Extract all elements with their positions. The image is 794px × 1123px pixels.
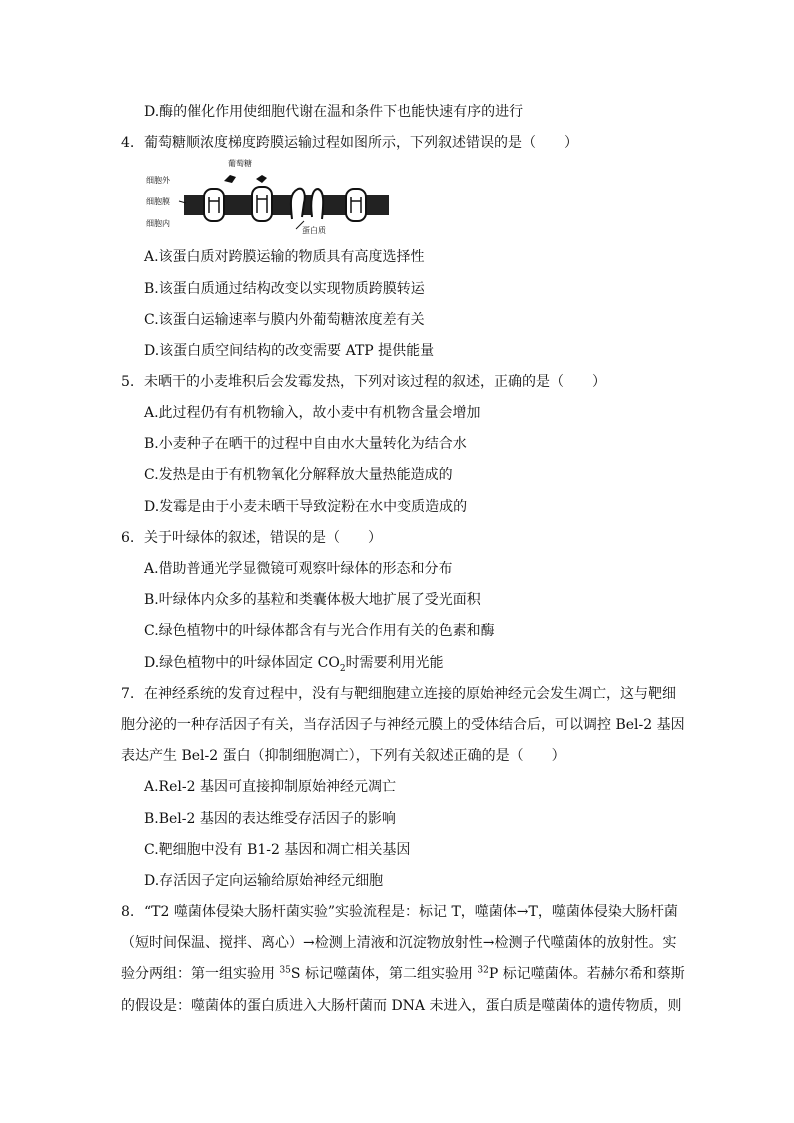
q8-number: 8. — [121, 904, 135, 920]
q7-option-c: C.靶细胞中没有 B1-2 基因和凋亡相关基因 — [144, 842, 411, 858]
q7-option-d: D.存活因子定向运输给原始神经元细胞 — [144, 873, 384, 889]
q5-option-d: D.发霉是由于小麦未晒干导致淀粉在水中变质造成的 — [144, 499, 468, 515]
q4-stem: 葡萄糖顺浓度梯度跨膜运输过程如图所示，下列叙述错误的是（ ） — [144, 135, 578, 151]
q6-option-a: A.借助普通光学显微镜可观察叶绿体的形态和分布 — [144, 561, 453, 577]
q6-option-b: B.叶绿体内众多的基粒和类囊体极大地扩展了受光面积 — [144, 592, 481, 608]
label-membrane: 细胞膜 — [146, 197, 170, 206]
q7-option-b: B.Bel-2 基因的表达维受存活因子的影响 — [144, 811, 396, 827]
q8-stem-line3: 验分两组：第一组实验用 $^{35}$S 标记噬菌体，第二组实验用 $^{32}$P 标记噬菌体。若赫尔希和蔡斯 — [121, 965, 685, 982]
q5-option-b: B.小麦种子在晒干的过程中自由水大量转化为结合水 — [144, 436, 467, 452]
label-outside: 细胞外 — [146, 176, 170, 185]
q4-option-d: D.该蛋白质空间结构的改变需要 ATP 提供能量 — [144, 343, 435, 359]
q3-option-d: D.酶的催化作用使细胞代谢在温和条件下也能快速有序的进行 — [144, 104, 524, 120]
q8-stem-line2: （短时间保温、搅拌、离心）→检测上清液和沉淀物放射性→检测子代噬菌体的放射性。实 — [121, 935, 677, 951]
carrier-protein-1 — [204, 189, 224, 221]
glucose-molecule-icon — [256, 175, 267, 183]
q8-stem-line4: 的假设是：噬菌体的蛋白质进入大肠杆菌而 DNA 未进入，蛋白质是噬菌体的遗传物质，则 — [121, 998, 682, 1014]
q7-number: 7. — [121, 686, 135, 702]
carrier-protein-2 — [252, 187, 272, 221]
q7-stem-line2: 胞分泌的一种存活因子有关，当存活因子与神经元膜上的受体结合后，可以调控 Bel-2 基因 — [121, 717, 685, 733]
q5-number: 5. — [121, 374, 135, 390]
label-inside: 细胞内 — [146, 219, 170, 228]
q7-option-a: A.Rel-2 基因可直接抑制原始神经元凋亡 — [144, 779, 396, 795]
q5-option-a: A.此过程仍有有机物输入，故小麦中有机物含量会增加 — [144, 405, 481, 421]
glucose-molecule-icon — [224, 175, 236, 183]
membrane-transport-diagram — [146, 157, 396, 237]
q8-stem-line1: “T2 噬菌体侵染大肠杆菌实验”实验流程是：标记 T，噬菌体→T，噬菌体侵染大肠杆菌 — [144, 904, 678, 920]
q6-number: 6. — [121, 530, 135, 546]
q7-stem-line1: 在神经系统的发育过程中，没有与靶细胞建立连接的原始神经元会发生凋亡，这与靶细 — [144, 686, 676, 702]
q7-stem-line3: 表达产生 Bel-2 蛋白（抑制细胞凋亡），下列有关叙述正确的是（ ） — [121, 748, 566, 764]
q4-number: 4. — [121, 135, 135, 151]
label-glucose: 葡萄糖 — [228, 159, 252, 168]
carrier-protein-4 — [346, 189, 366, 221]
label-protein: 蛋白质 — [302, 226, 326, 235]
q4-option-c: C.该蛋白运输速率与膜内外葡萄糖浓度差有关 — [144, 312, 425, 328]
q6-option-d: D.绿色植物中的叶绿体固定 $CO_2$时需要利用光能 — [144, 655, 444, 674]
q5-option-c: C.发热是由于有机物氧化分解释放大量热能造成的 — [144, 467, 453, 483]
q4-option-a: A.该蛋白质对跨膜运输的物质具有高度选择性 — [144, 249, 425, 265]
q4-option-b: B.该蛋白质通过结构改变以实现物质跨膜转运 — [144, 281, 425, 297]
q6-stem: 关于叶绿体的叙述，错误的是（ ） — [144, 530, 382, 546]
q5-stem: 未晒干的小麦堆积后会发霉发热，下列对该过程的叙述，正确的是（ ） — [144, 374, 606, 390]
q6-option-c: C.绿色植物中的叶绿体都含有与光合作用有关的色素和酶 — [144, 623, 495, 639]
